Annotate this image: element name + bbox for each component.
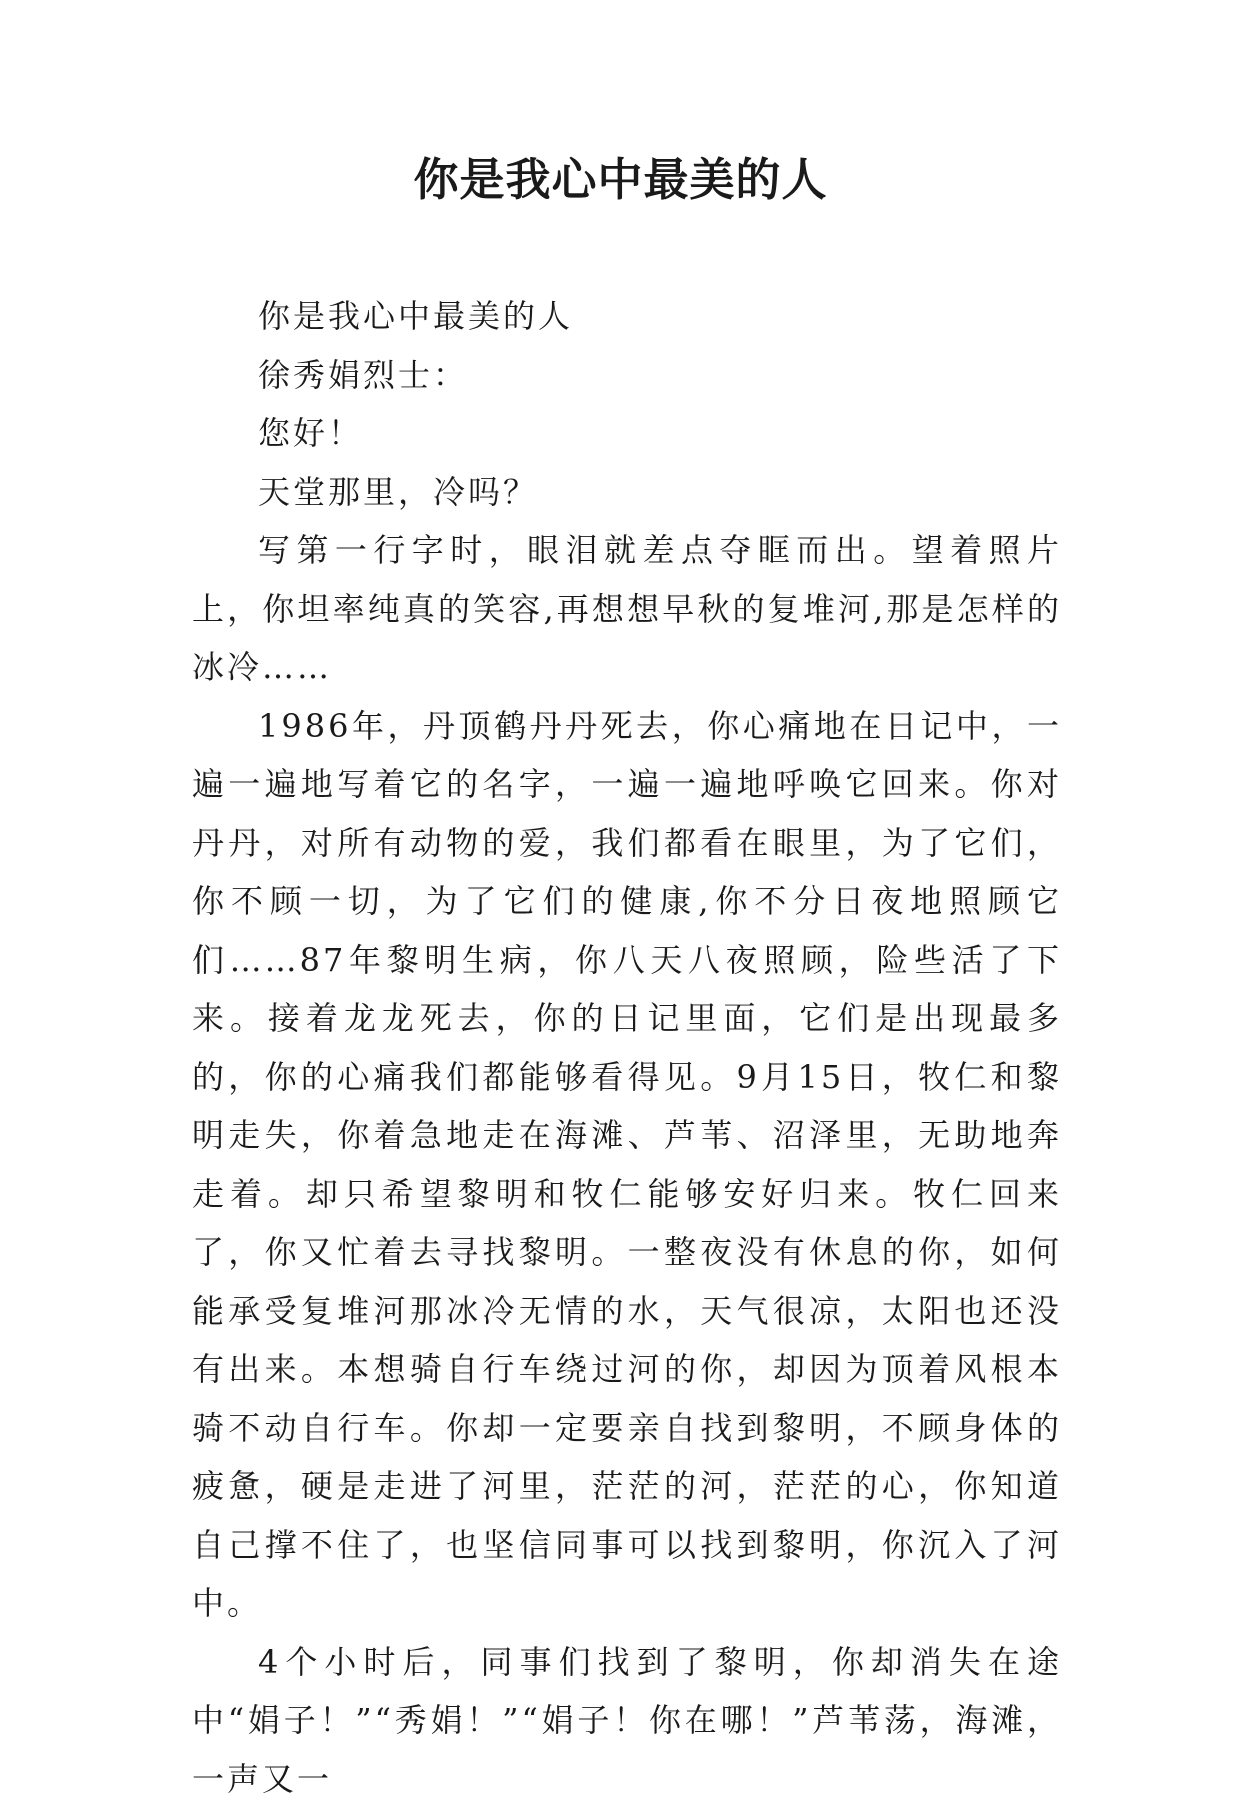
document-body — [192, 287, 1062, 1808]
paragraph-search: 4个小时后，同事们找到了黎明，你却消失在途中“娟子！”“秀娟！”“娟子！你在哪！”芦苇荡，海滩，一声又一 — [192, 1633, 1062, 1808]
paragraph-salutation: 徐秀娟烈士： — [192, 346, 1062, 405]
document-title: 你是我心中最美的人 — [0, 150, 1241, 210]
paragraph-opening: 写第一行字时，眼泪就差点夺眶而出。望着照片上，你坦率纯真的笑容,再想想早秋的复堆河,那是怎样的冰冷…… — [192, 521, 1062, 697]
paragraph-story: 1986年，丹顶鹤丹丹死去，你心痛地在日记中，一遍一遍地写着它的名字，一遍一遍地呼唤它回来。你对丹丹，对所有动物的爱，我们都看在眼里，为了它们，你不顾一切，为了它们的健康,你不分日夜地照顾它们……87年黎明生病，你八天八夜照顾，险些活了下来。接着龙龙死去，你的日记里面，它们是出现最多的，你的心痛我们都能够看得见。9月15日，牧仁和黎明走失，你着急地走在海滩、芦苇、沼泽里，无助地奔走着。却只希望黎明和牧仁能够安好归来。牧仁回来了，你又忙着去寻找黎明。一整夜没有休息的你，如何能承受复堆河那冰冷无情的水，天气很凉，太阳也还没有出来。本想骑自行车绕过河的你，却因为顶着风根本骑不动自行车。你却一定要亲自找到黎明，不顾身体的疲惫，硬是走进了河里，茫茫的河，茫茫的心，你知道自己撑不住了，也坚信同事可以找到黎明，你沉入了河中。 — [192, 697, 1062, 1633]
paragraph-greeting: 您好！ — [192, 404, 1062, 463]
paragraph-heading-repeat: 你是我心中最美的人 — [192, 287, 1062, 346]
paragraph-question: 天堂那里，冷吗？ — [192, 463, 1062, 522]
